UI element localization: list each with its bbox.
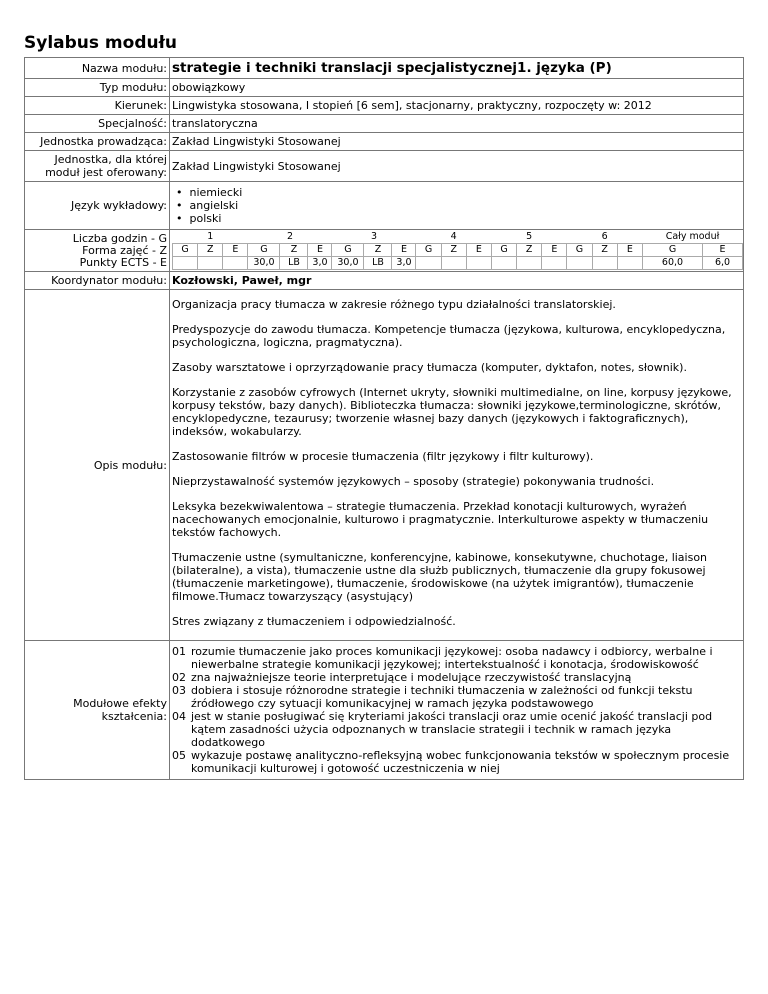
outcome-text: rozumie tłumaczenie jako proces komunikacji językowej: osoba nadawcy i odbiorcy, werbalne i niewerbalne strategie komunikacji językowej; intertekstualność i konotacja, środowiskowość <box>191 645 713 671</box>
label-hours: Liczba godzin - G <box>72 231 167 245</box>
row-typ <box>25 79 744 97</box>
specialization: translatoryczna <box>170 115 744 133</box>
description-paragraph: Tłumaczenie ustne (symultaniczne, konferencyjne, kabinowe, konsekutywne, chuchotage, liaison (bilateralne), a vista), tłumaczenie ustne dla służb publicznych, tłumaczenie dla grupy fokusowej (tłumaczenie marketingowe), tłumaczenie, środowiskowe (na użytek imigrantów), tłumaczenie filmowe.Tłumacz towarzyszący (asystujący) <box>172 551 708 603</box>
col-head: Z <box>364 244 392 257</box>
semester-3: 3 <box>370 231 377 242</box>
page-title: Sylabus modułu <box>24 33 178 53</box>
total-head-g: G <box>643 244 703 257</box>
sem4-z <box>441 257 466 270</box>
col-head: G <box>567 244 592 257</box>
row-specjalnosc <box>25 115 744 133</box>
sem1-g <box>173 257 198 270</box>
col-head: Z <box>198 244 223 257</box>
sem6-z <box>592 257 617 270</box>
label-jednostka: Jednostka prowadząca: <box>25 133 170 151</box>
sem1-z <box>198 257 223 270</box>
outcome-item <box>172 710 741 749</box>
leading-unit: Zakład Lingwistyki Stosowanej <box>170 133 744 151</box>
coordinator: Kozłowski, Paweł, mgr <box>170 272 744 290</box>
outcome-number: 01 <box>172 645 186 658</box>
outcome-number: 04 <box>172 710 186 723</box>
semester-2: 2 <box>286 231 293 242</box>
col-head: E <box>466 244 491 257</box>
semester-6: 6 <box>601 231 608 242</box>
row-godziny <box>25 230 744 272</box>
sem3-z: LB <box>364 257 392 270</box>
row-kierunek <box>25 97 744 115</box>
outcome-text: zna najważniejsze teorie interpretujące i modelujące rzeczywistość translacyjną <box>191 671 632 684</box>
label-form: Forma zajęć - Z <box>82 243 167 257</box>
col-head: G <box>416 244 441 257</box>
label-typ: Typ modułu: <box>25 79 170 97</box>
languages <box>170 182 744 230</box>
description-paragraph: Leksyka bezekwiwalentowa – strategie tłumaczenia. Przekład konotacji kulturowych, wyrażeń nacechowanych emocjonalnie, kulturowo i pragmatycznie. Interkulturowe aspekty w tłumaczeniu tekstów fachowych. <box>172 500 709 539</box>
col-head: E <box>223 244 248 257</box>
description-paragraph: Stres związany z tłumaczeniem i odpowiedzialność. <box>172 615 456 628</box>
semester-5: 5 <box>526 231 533 242</box>
sem2-g: 30,0 <box>248 257 280 270</box>
description-paragraph: Zasoby warsztatowe i oprzyrządowanie pracy tłumacza (komputer, dyktafon, notes, słownik). <box>172 361 687 374</box>
label-specjalnosc: Specjalność: <box>25 115 170 133</box>
hours-cell <box>170 230 744 272</box>
description-paragraph: Zastosowanie filtrów w procesie tłumaczenia (filtr językowy i filtr kulturowy). <box>172 450 594 463</box>
semester-1: 1 <box>207 231 214 242</box>
sem5-g <box>491 257 516 270</box>
label-jezyk: Język wykładowy: <box>25 182 170 230</box>
semester-4: 4 <box>450 231 457 242</box>
language-item: • niemiecki <box>176 186 741 199</box>
label-nazwa: Nazwa modułu: <box>25 58 170 79</box>
outcome-item <box>172 684 741 710</box>
sem3-e: 3,0 <box>392 257 416 270</box>
sem4-e <box>466 257 491 270</box>
label-godziny <box>25 230 170 272</box>
description-paragraph: Predyspozycje do zawodu tłumacza. Kompetencje tłumacza (językowa, kulturowa, encyklopedyczna, psychologiczna, logiczna, pragmatyczna). <box>172 323 726 349</box>
total-label: Cały moduł <box>665 231 720 242</box>
sem6-g <box>567 257 592 270</box>
col-head: E <box>392 244 416 257</box>
module-name: strategie i techniki translacji specjalistycznej1. języka (P) <box>170 58 744 79</box>
col-head: G <box>332 244 364 257</box>
total-g: 60,0 <box>643 257 703 270</box>
hours-heading-row <box>173 244 743 257</box>
outcome-number: 02 <box>172 671 186 684</box>
module-type: obowiązkowy <box>170 79 744 97</box>
col-head: Z <box>441 244 466 257</box>
learning-outcomes <box>170 641 744 780</box>
row-efekty <box>25 641 744 780</box>
language-item: • polski <box>176 212 741 225</box>
language-item: • angielski <box>176 199 741 212</box>
outcome-number: 03 <box>172 684 186 697</box>
col-head: E <box>308 244 332 257</box>
module-description <box>170 290 744 641</box>
total-e: 6,0 <box>703 257 743 270</box>
col-head: G <box>173 244 198 257</box>
row-opis <box>25 290 744 641</box>
sem2-e: 3,0 <box>308 257 332 270</box>
col-head: G <box>248 244 280 257</box>
sem1-e <box>223 257 248 270</box>
col-head: G <box>491 244 516 257</box>
label-koordynator: Koordynator modułu: <box>25 272 170 290</box>
col-head: Z <box>517 244 542 257</box>
row-jednostka-ofer <box>25 151 744 182</box>
sem4-g <box>416 257 441 270</box>
outcome-text: dobiera i stosuje różnorodne strategie i techniki tłumaczenia w zależności od funkcji tekstu źródłowego czy sytuacji komunikacyjnej w ramach języka podstawowego <box>191 684 693 710</box>
label-opis: Opis modułu: <box>25 290 170 641</box>
label-efekty: Modułowe efekty kształcenia: <box>25 641 170 780</box>
field-of-study: Lingwistyka stosowana, I stopień [6 sem], stacjonarny, praktyczny, rozpoczęty w: 2012 <box>170 97 744 115</box>
outcome-item <box>172 749 741 775</box>
col-head: Z <box>280 244 308 257</box>
hours-semester-row <box>173 231 743 244</box>
row-jednostka <box>25 133 744 151</box>
outcome-number: 05 <box>172 749 186 762</box>
hours-value-row <box>173 257 743 270</box>
sem6-e <box>617 257 642 270</box>
language-list <box>172 186 741 225</box>
total-head-e: E <box>703 244 743 257</box>
outcome-item <box>172 645 741 671</box>
syllabus-table <box>24 57 744 780</box>
col-head: E <box>617 244 642 257</box>
row-koordynator <box>25 272 744 290</box>
outcome-item <box>172 671 741 684</box>
label-kierunek: Kierunek: <box>25 97 170 115</box>
description-paragraph: Nieprzystawalność systemów językowych – sposoby (strategie) pokonywania trudności. <box>172 475 655 488</box>
description-paragraph: Korzystanie z zasobów cyfrowych (Internet ukryty, słowniki multimedialne, on line, korpusy językowe, korpusy tekstów, bazy danych). Biblioteczka tłumacza: słowniki językowe,terminologiczne, skrótów, encyklopedyczne, tezaurusy; tworzenie własnej bazy danych (językowych i faktograficznych), indeksów, wokabularzy. <box>172 386 732 438</box>
outcome-text: jest w stanie posługiwać się kryteriami jakości translacji oraz umie ocenić jakość translacji pod kątem zasadności użycia odpoznanych w translacie strategii i technik w ramach języka dodatkowego <box>191 710 713 749</box>
col-head: Z <box>592 244 617 257</box>
row-nazwa <box>25 58 744 79</box>
sem2-z: LB <box>280 257 308 270</box>
description-paragraph: Organizacja pracy tłumacza w zakresie różnego typu działalności translatorskiej. <box>172 298 616 311</box>
col-head: E <box>542 244 567 257</box>
label-ects: Punkty ECTS - E <box>79 255 167 269</box>
outcome-text: wykazuje postawę analityczno-refleksyjną wobec funkcjonowania tekstów w społecznym procesie komunikacji kulturowej i gotowość uczestniczenia w niej <box>191 749 730 775</box>
sem5-e <box>542 257 567 270</box>
row-jezyk <box>25 182 744 230</box>
sem3-g: 30,0 <box>332 257 364 270</box>
hours-table <box>172 231 743 270</box>
sem5-z <box>517 257 542 270</box>
offering-unit: Zakład Lingwistyki Stosowanej <box>170 151 744 182</box>
label-jednostka-ofer: Jednostka, dla której moduł jest oferowany: <box>25 151 170 182</box>
